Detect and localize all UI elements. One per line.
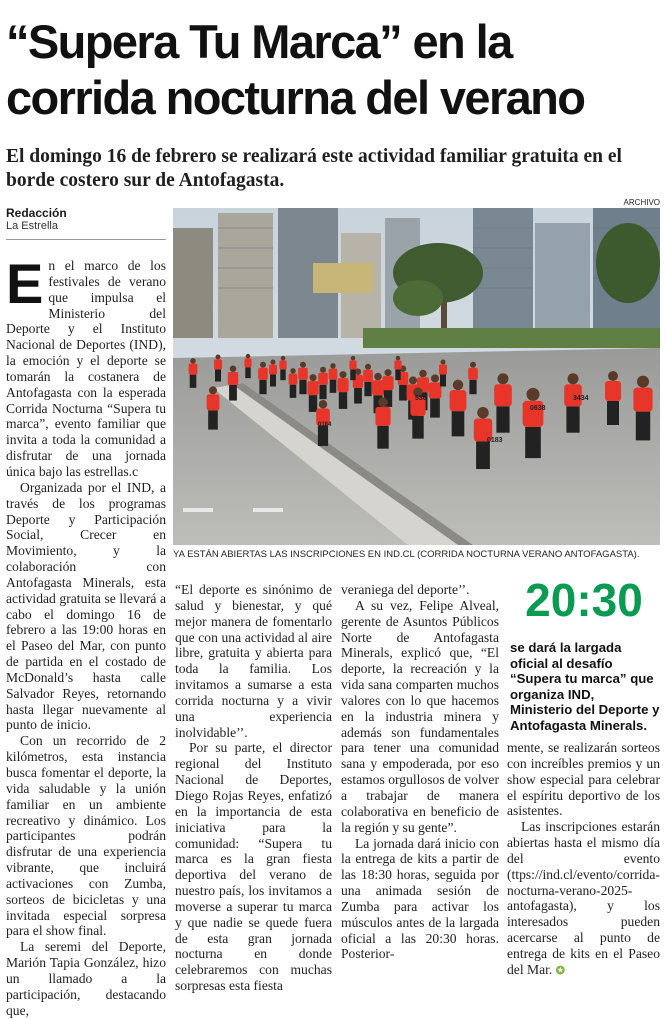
runner-legs — [412, 416, 423, 439]
runner-head — [527, 388, 540, 401]
runner-legs — [208, 410, 218, 429]
runner-head — [608, 371, 618, 381]
runner-legs — [270, 375, 276, 387]
runner-legs — [309, 395, 317, 412]
paragraph: La jornada dará inicio con la entrega de kits a partir de las 18:30 horas, seguida por una animada sesión de Zumba para activar los músculos antes de la largada oficial a las 20:30 horas. Posterior- — [341, 835, 499, 962]
runner-legs — [440, 375, 446, 387]
runner-shirt — [269, 365, 277, 375]
runner-shirt — [375, 407, 390, 426]
runner-shirt — [394, 360, 401, 369]
pullquote-text: se dará la largada oficial al desafío “Supera tu marca” que organiza IND, Ministerio del Deporte y Antofagasta Minerals. — [510, 640, 660, 733]
runner-legs — [330, 380, 337, 393]
paragraph: La seremi del Deporte, Marión Tapia González, hizo un llamado a la participación, destacando que, — [6, 939, 166, 1018]
runner-head — [396, 356, 401, 361]
runner-shirt — [298, 368, 308, 380]
byline-divider — [6, 239, 166, 240]
photo-caption: YA ESTÁN ABIERTAS LAS INSCRIPCIONES EN IND.CL (CORRIDA NOCTURNA VERANO ANTOFAGASTA). — [173, 549, 640, 560]
runner-shirt — [429, 382, 442, 398]
byline-outlet: La Estrella — [6, 220, 58, 232]
paragraph: Las inscripciones estarán abiertas hasta el mismo día del evento (ttps://ind.cl/evento/corrida-nocturna-verano-2025-antofagasta), y los interesados pueden acercarse al punto de entrega de kits en el Paseo del Mar. ✪ — [507, 819, 660, 977]
runner-head — [637, 376, 649, 388]
runner-head — [453, 380, 464, 391]
headline: “Supera Tu Marca” en la corrida nocturna del verano — [6, 15, 585, 124]
article-column-4 — [507, 740, 660, 977]
deck-subtitle: El domingo 16 de febrero se realizará este actividad familiar gratuita en el borde costero sur de Antofagasta. — [6, 146, 622, 191]
runner-head — [431, 374, 439, 382]
runner-legs — [496, 406, 509, 432]
runner-legs — [476, 441, 490, 469]
runner-bib-2: 0638 — [530, 405, 546, 412]
runner-legs — [607, 401, 619, 425]
runner-shirt — [329, 369, 338, 380]
runner-shirt — [289, 374, 298, 385]
runner-shirt — [450, 390, 467, 411]
runner-bib-1: 530 — [415, 395, 427, 402]
runner-legs — [299, 380, 306, 394]
article-column-1 — [6, 252, 166, 1018]
runner-legs — [290, 385, 297, 398]
paragraph: A su vez, Felipe Alveal, gerente de Asuntos Públicos Norte de Antofagasta Minerals, explicó que, “El deporte, la recreación y la vida sana comparten muchos valores con lo que hacemos en la industria minera y además son fundamentales para tener una comunidad sana y empoderada, por eso estamos orgullosos de volver a trabajar de manera colaborativa en beneficio de la región y su gente”. — [341, 597, 499, 835]
runner-shirt — [605, 381, 621, 401]
runner-head — [498, 373, 509, 384]
runner-legs — [259, 380, 266, 394]
runner-head — [290, 368, 296, 374]
runner-head — [470, 362, 476, 368]
runner-legs — [354, 388, 362, 404]
runner-legs — [280, 369, 285, 380]
runner-legs — [350, 369, 355, 380]
runner-legs — [399, 385, 407, 401]
paragraph: “El deporte es sinónimo de salud y bienestar, y qué mejor manera de fomentarlo que con una actividad al aire libre, gratuita y abierta para toda la familia. Los invitamos a sumarse a esta corrida nocturna y a vivir una experiencia inolvidable’’. — [175, 582, 332, 740]
runner-head — [271, 360, 276, 365]
paragraph: Con un recorrido de 2 kilómetros, esta instancia busca fomentar el deporte, la vida saludable y la unión familiar en un ambiente recreativo y dinámico. Los participantes podrán disfrutar de una experiencia vibrante, que incluirá activaciones con Zumba, sorteos de bicicletas y una invitada especial sorpresa para el show final. — [6, 733, 166, 939]
drop-cap: E — [6, 252, 44, 315]
runner-shirt — [337, 378, 348, 392]
paragraph: veraniega del deporte’’. — [341, 582, 470, 597]
byline — [6, 206, 166, 233]
runner-shirt — [244, 358, 251, 367]
runner-head — [355, 368, 362, 375]
runner-head — [209, 386, 217, 394]
article-column-3 — [341, 582, 499, 970]
runner-head — [330, 363, 336, 369]
runner-head — [374, 373, 382, 381]
pullquote-time: 20:30 — [525, 574, 643, 626]
runner-head — [419, 370, 427, 378]
runner-bib-4: 0183 — [487, 437, 503, 444]
runner-legs — [339, 392, 347, 409]
runner-legs — [215, 370, 221, 382]
runner-legs — [395, 369, 400, 380]
runner-legs — [190, 375, 197, 388]
runner-head — [385, 369, 392, 376]
runner-shirt — [258, 368, 268, 380]
runner-shirt — [468, 368, 478, 380]
runner-shirt — [318, 373, 328, 385]
runner-legs — [319, 385, 326, 399]
runner-head — [320, 367, 326, 373]
photo-credit: ARCHIVO — [623, 198, 660, 207]
runner-legs — [377, 426, 388, 449]
runner-head — [340, 371, 347, 378]
runner-head — [351, 356, 356, 361]
byline-author: Redacción — [6, 206, 67, 220]
runner-head — [230, 365, 237, 372]
runner-legs — [245, 367, 250, 378]
runner-shirt — [214, 360, 222, 370]
runner-legs — [318, 426, 328, 446]
runner-head — [378, 397, 388, 407]
runner-head — [310, 374, 317, 381]
runner-head — [281, 356, 286, 361]
runner-legs — [430, 398, 440, 417]
runner-legs — [469, 380, 476, 394]
end-mark-icon: ✪ — [555, 964, 565, 977]
paragraph: Por su parte, el director regional del Instituto Nacional de Deportes, Diego Rojas Reyes, enfatizó en la importancia de esta iniciativa para la comunidad: “Supera tu marca es la gran fiesta deportiva del verano de nuestro país, los invitamos a moverse a superar tu marca y que nadie se quede fuera de esta gran jornada nocturna en donde celebraremos con muchas sorpresas esta fiesta — [175, 740, 332, 994]
article-column-2 — [175, 582, 332, 994]
runner-legs — [364, 382, 371, 396]
runner-head — [319, 400, 328, 409]
runner-head — [477, 407, 489, 419]
runner-shirt — [228, 372, 238, 385]
runner-head — [246, 354, 251, 359]
article-photo — [173, 208, 660, 545]
runner-shirt — [372, 380, 384, 395]
paragraph: mente, se realizarán sorteos con increíbles premios y un show especial para celebrar el espíritu deportivo de los asistentes. — [507, 740, 660, 819]
runner-shirt — [439, 365, 447, 375]
runner-head — [260, 362, 266, 368]
runner-head — [216, 355, 221, 360]
runner-shirt — [349, 360, 356, 369]
runner-bib-5: 0184 — [318, 422, 332, 428]
runner-shirt — [382, 376, 393, 390]
paragraph: Organizada por el IND, a través de los programas Deporte y Participación Social, Crecer en Movimiento, y la colaboración con Antofagasta Minerals, esta actividad gratuita se llevará a cabo el domingo 16 de febrero a las 19:00 horas en el Paseo del Mar, con punto de partida en el costado de McDonald’s hasta calle Salvador Reyes, retornando hasta llegar nuevamente al punto de inicio. — [6, 479, 166, 733]
runner-head — [441, 360, 446, 365]
runner-bib-3: 3434 — [573, 395, 589, 402]
runner-shirt — [307, 381, 318, 395]
runner-head — [190, 358, 196, 364]
runner-head — [300, 362, 306, 368]
runner-legs — [636, 412, 650, 441]
runner-head — [409, 376, 417, 384]
runner-shirt — [494, 384, 512, 406]
runner-legs — [229, 385, 237, 401]
runner-legs — [566, 406, 579, 432]
runner-head — [568, 373, 579, 384]
paragraph: En el marco de los festivales de verano que impulsa el Ministerio del Deporte y el Instituto Nacional de Deportes (IND), la emoción y el deporte se tomarán la costanera de Antofagasta con la esperada Corrida Nocturna “Supera tu marca”, evento familiar que invita a toda la comunidad a disfrutar de una jornada única bajo las estrellas.c — [6, 252, 166, 479]
runner-legs — [452, 411, 465, 436]
runner-head — [365, 364, 371, 370]
runner-shirt — [279, 360, 286, 369]
runner-shirt — [207, 394, 220, 410]
runner-shirt — [189, 364, 198, 375]
runner-legs — [525, 427, 541, 458]
runner-shirt — [633, 388, 652, 412]
runner-shirt — [363, 370, 373, 382]
